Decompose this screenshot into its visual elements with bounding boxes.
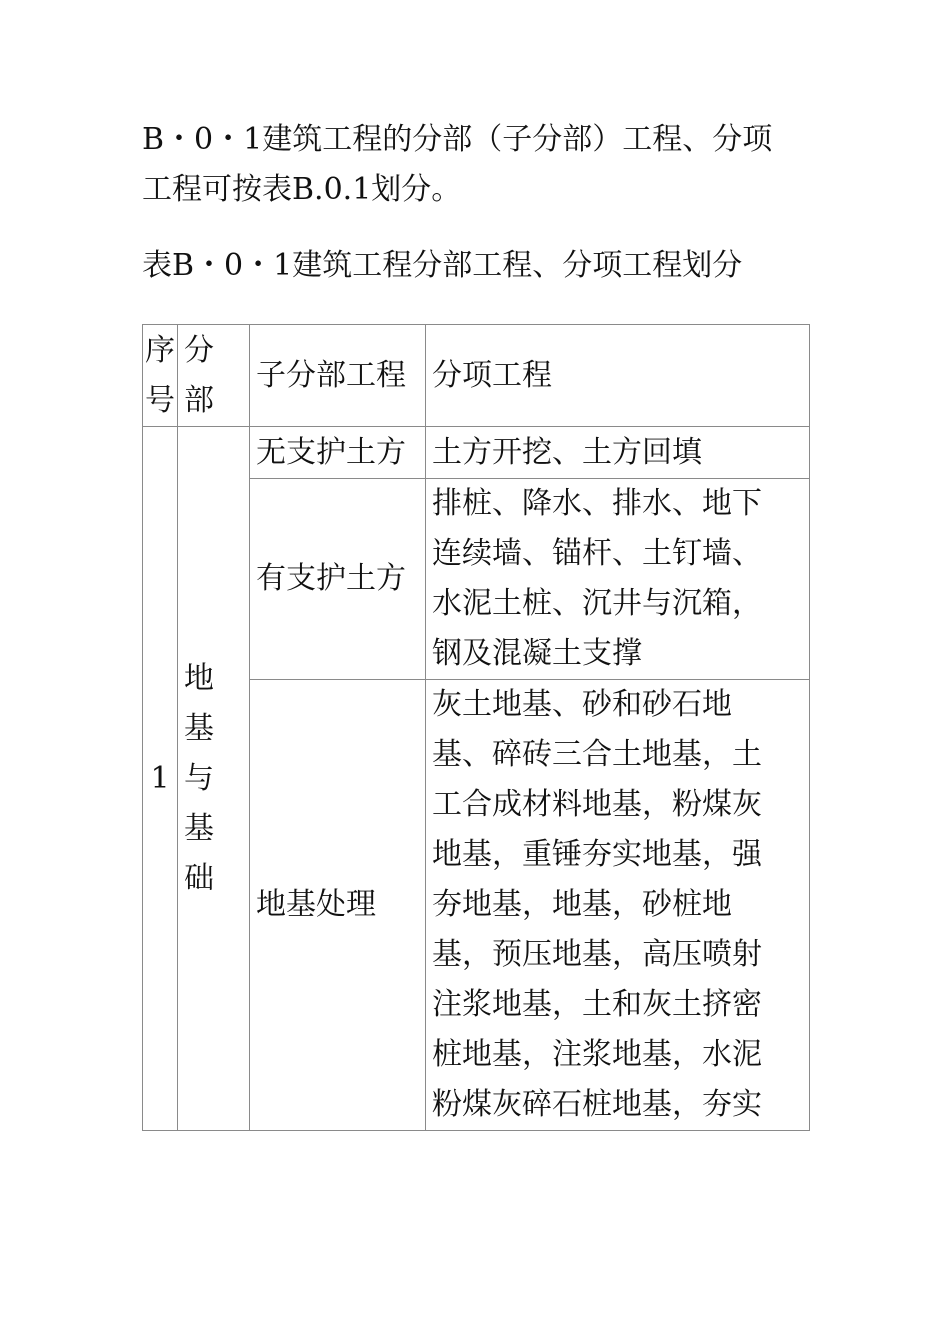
item-cell: 排桩、降水、排水、地下 连续墙、锚杆、土钉墙、 水泥土桩、沉井与沉箱， 钢及混凝土支撑 <box>426 479 810 680</box>
intro-line-2: 工程可按表B.0.1划分。 <box>142 172 462 207</box>
header-sub-division: 子分部工程 <box>250 325 426 427</box>
table-header-row <box>143 325 810 427</box>
item-cell: 灰土地基、砂和砂石地 基、碎砖三合土地基，土 工合成材料地基，粉煤灰 地基，重锤夯实地基，强 夯地基，地基，砂桩地 基，预压地基，高压喷射 注浆地基，土和灰土挤密 桩地基，注浆地基，水泥 粉煤灰碎石桩地基，夯实 <box>426 680 810 1131</box>
sub-division-cell: 无支护土方 <box>250 427 426 479</box>
header-index: 序 号 <box>143 325 178 427</box>
sub-division-cell: 有支护土方 <box>250 479 426 680</box>
sub-division-cell: 地基处理 <box>250 680 426 1131</box>
intro-line-1: B・0・1建筑工程的分部（子分部）工程、分项 <box>142 122 773 157</box>
division-table <box>142 324 810 1131</box>
header-item: 分项工程 <box>426 325 810 427</box>
row-division: 地 基 与 基 础 <box>178 427 250 1131</box>
row-index: 1 <box>143 427 178 1131</box>
intro-paragraph <box>142 115 822 215</box>
table-title: 表B・0・1建筑工程分部工程、分项工程划分 <box>142 248 743 283</box>
item-cell: 土方开挖、土方回填 <box>426 427 810 479</box>
table-row <box>143 427 810 479</box>
header-division: 分 部 <box>178 325 250 427</box>
